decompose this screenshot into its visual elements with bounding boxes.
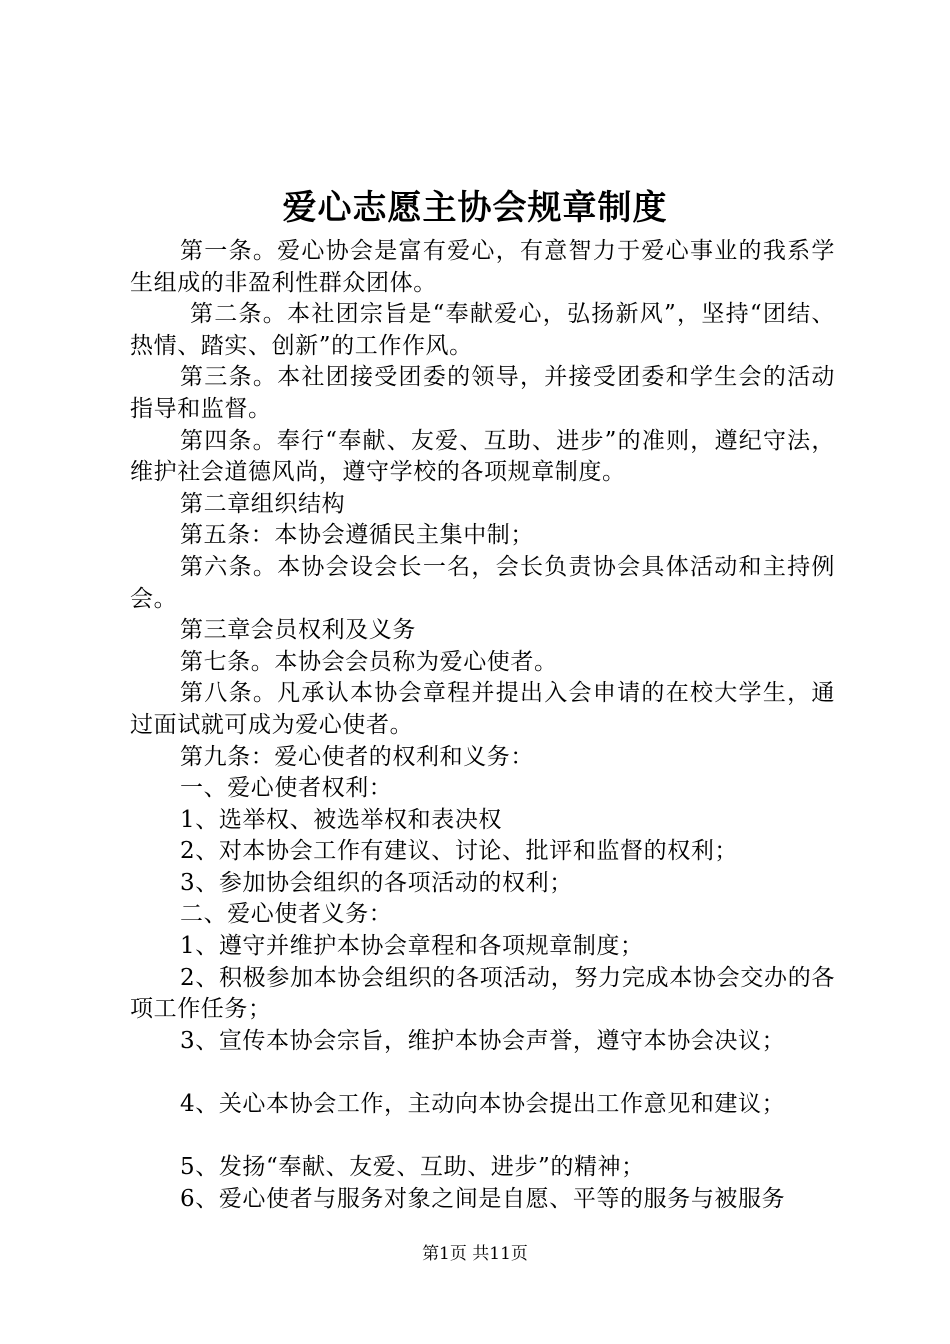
chapter-heading-3: 第三章会员权利及义务 xyxy=(180,617,416,644)
list-item-duty-1: 1、遵守并维护本协会章程和各项规章制度； xyxy=(180,933,644,960)
paragraph-article-4: 第四条。奉行“奉献、友爱、互助、进步”的准则，遵纪守法，维护社会道德风尚，遵守学校的各项规章制度。 xyxy=(130,427,835,486)
list-item-duty-6: 6、爱心使者与服务对象之间是自愿、平等的服务与被服务 xyxy=(180,1185,786,1212)
blank-line xyxy=(130,1121,835,1153)
list-item-duty-5: 5、发扬“奉献、友爱、互助、进步”的精神； xyxy=(180,1154,645,1181)
list-item-right-1: 1、选举权、被选举权和表决权 xyxy=(180,806,503,833)
list-heading-duties: 二、爱心使者义务： xyxy=(180,901,393,928)
paragraph-article-3: 第三条。本社团接受团委的领导，并接受团委和学生会的活动指导和监督。 xyxy=(130,364,835,422)
paragraph-article-2: 第二条。本社团宗旨是“奉献爱心，弘扬新风”，坚持“团结、热情、踏实、创新”的工作作风。 xyxy=(130,301,835,359)
list-item-right-3: 3、参加协会组织的各项活动的权利； xyxy=(180,869,573,896)
blank-line xyxy=(130,1057,835,1089)
paragraph-article-9: 第九条：爱心使者的权利和义务： xyxy=(180,743,534,770)
list-item-duty-2: 2、积极参加本协会组织的各项活动，努力完成本协会交办的各项工作任务； xyxy=(130,964,835,1023)
paragraph-article-7: 第七条。本协会会员称为爱心使者。 xyxy=(180,648,558,675)
paragraph-article-8: 第八条。凡承认本协会章程并提出入会申请的在校大学生，通过面试就可成为爱心使者。 xyxy=(130,680,835,738)
list-heading-rights: 一、爱心使者权利： xyxy=(180,775,393,802)
document-body xyxy=(130,236,835,1215)
document-title: 爱心志愿主协会规章制度 xyxy=(282,188,668,228)
list-item-duty-4: 4、关心本协会工作，主动向本协会提出工作意见和建议； xyxy=(180,1091,786,1118)
list-item-right-2: 2、对本协会工作有建议、讨论、批评和监督的权利； xyxy=(180,838,739,865)
paragraph-article-1: 第一条。爱心协会是富有爱心，有意智力于爱心事业的我系学生组成的非盈利性群众团体。 xyxy=(130,238,835,296)
paragraph-article-5: 第五条：本协会遵循民主集中制； xyxy=(180,522,534,549)
chapter-heading-2: 第二章组织结构 xyxy=(180,490,346,517)
page-number-footer: 第1页 共11页 xyxy=(422,1244,528,1264)
paragraph-article-6: 第六条。本协会设会长一名，会长负责协会具体活动和主持例会。 xyxy=(130,553,835,612)
list-item-duty-3: 3、宣传本协会宗旨，维护本协会声誉，遵守本协会决议； xyxy=(180,1027,786,1054)
